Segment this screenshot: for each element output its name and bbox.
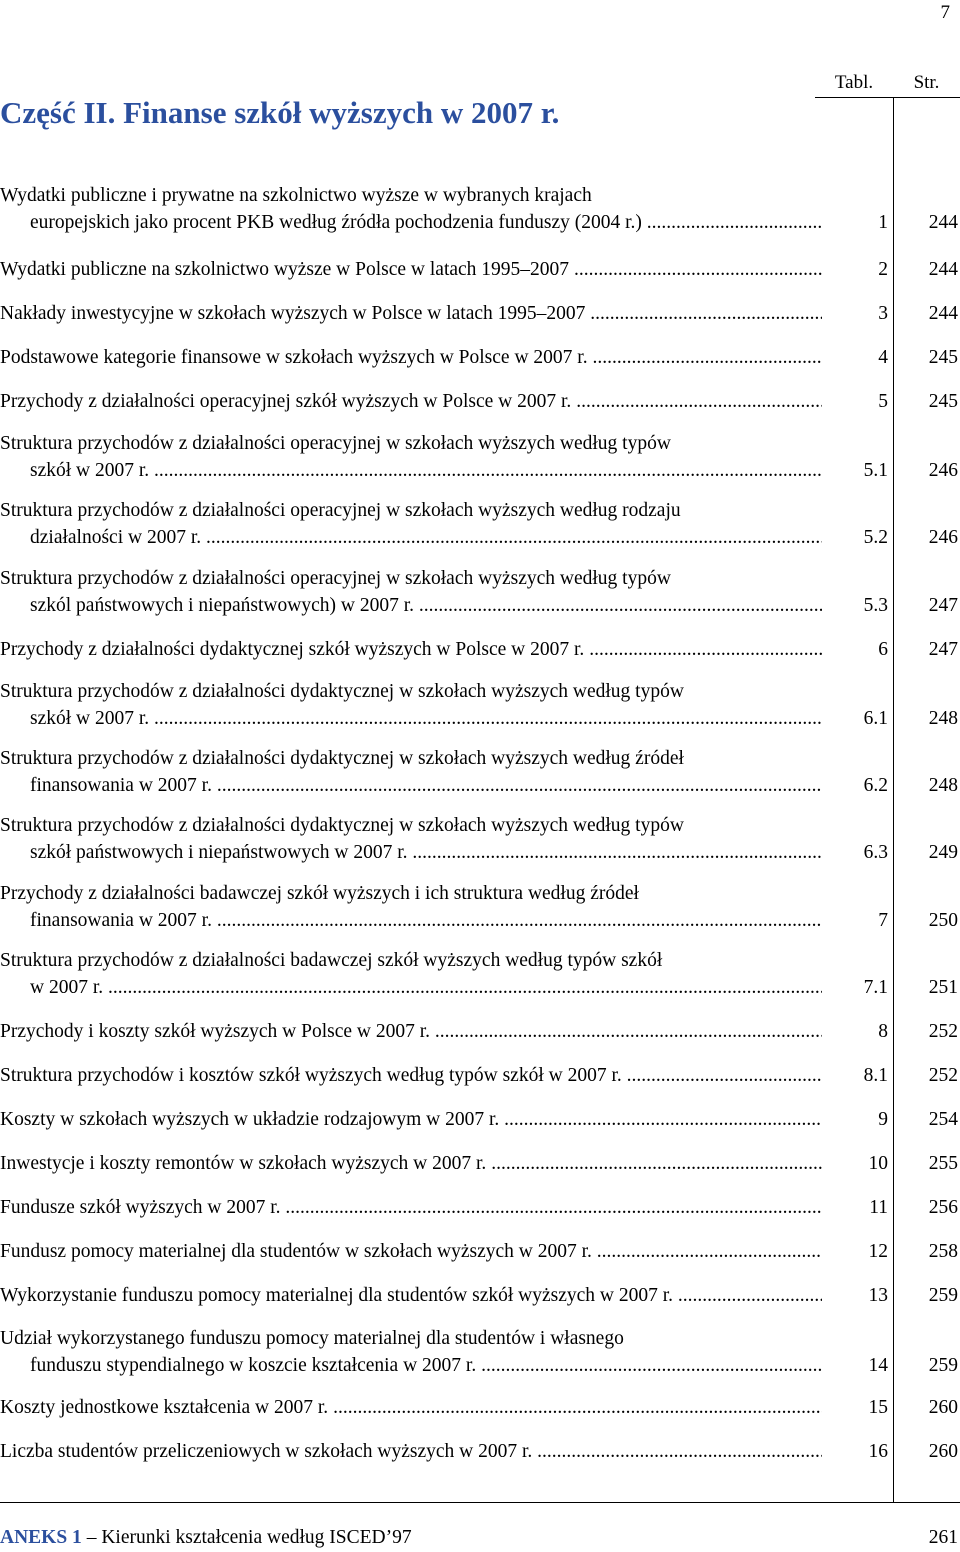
toc-entry-title-line: funduszu stypendialnego w koszcie kształcenia w 2007 r. ..... xyxy=(0,1352,822,1379)
toc-entry-page-number: 247 xyxy=(928,595,958,616)
toc-entry-page-number: 256 xyxy=(928,1197,958,1218)
toc-entry-table-number: 5.2 xyxy=(863,527,888,548)
toc-entry-table-number: 5.1 xyxy=(863,460,888,481)
toc-entry-page-number: 252 xyxy=(928,1065,958,1086)
toc-entry-table-number: 14 xyxy=(868,1355,888,1376)
toc-entry-table-number: 6.1 xyxy=(863,708,888,729)
toc-entry-title-line: europejskich jako procent PKB według źródła pochodzenia funduszy (2004 r.) ..... xyxy=(0,209,822,236)
toc-entry-title-line: Wydatki publiczne na szkolnictwo wyższe w Polsce w latach 1995–2007 ..... xyxy=(0,256,822,283)
toc-entry-title xyxy=(0,947,822,1001)
toc-entry-table-number: 12 xyxy=(868,1241,888,1262)
toc-entry-page-number: 251 xyxy=(928,977,958,998)
toc-entry-title-line: szkół w 2007 r. ..... xyxy=(0,457,822,484)
toc-entry-page-number: 258 xyxy=(928,1241,958,1262)
toc-entry-title xyxy=(0,344,822,371)
toc-entry-table-number: 6 xyxy=(878,639,888,660)
toc-entry-table-number: 13 xyxy=(868,1285,888,1306)
toc-entry-title-line: Koszty jednostkowe kształcenia w 2007 r. ..... xyxy=(0,1394,822,1421)
toc-entry-table-number: 8 xyxy=(878,1021,888,1042)
annex-entry[interactable] xyxy=(0,1524,960,1551)
toc-entry-page-number: 248 xyxy=(928,708,958,729)
toc-entry-page-number: 255 xyxy=(928,1153,958,1174)
toc-entry-table-number: 8.1 xyxy=(863,1065,888,1086)
toc-entry-page-number: 248 xyxy=(928,775,958,796)
toc-entry-table-number: 2 xyxy=(878,259,888,280)
toc-entry-title xyxy=(0,812,822,866)
toc-entry-title xyxy=(0,636,822,663)
annex-page-number: 261 xyxy=(928,1527,958,1548)
toc-entry-title xyxy=(0,1394,822,1421)
toc-entry-title xyxy=(0,430,822,484)
toc-entry-title-line: Przychody z działalności operacyjnej szkół wyższych w Polsce w 2007 r. ..... xyxy=(0,388,822,415)
toc-entry-page-number: 259 xyxy=(928,1285,958,1306)
column-headers xyxy=(815,72,960,98)
toc-entry-title xyxy=(0,1238,822,1265)
toc-entry-title-line: Wydatki publiczne i prywatne na szkolnictwo wyższe w wybranych krajach xyxy=(0,185,592,206)
toc-entry-title-line: szkół państwowych i niepaństwowych w 2007 r. ..... xyxy=(0,839,822,866)
toc-entry-title xyxy=(0,497,822,551)
column-header-str: Str. xyxy=(913,72,940,93)
annex-dash: – xyxy=(86,1527,97,1548)
toc-entry-title-line: Udział wykorzystanego funduszu pomocy materialnej dla studentów i własnego xyxy=(0,1328,624,1349)
toc-entry-table-number: 4 xyxy=(878,347,888,368)
toc-entry-page-number: 260 xyxy=(928,1397,958,1418)
toc-entry-table-number: 5 xyxy=(878,391,888,412)
toc-entry-title xyxy=(0,1325,822,1379)
toc-entry-title-line: w 2007 r. ..... xyxy=(0,974,822,1001)
toc-entry-title-line: Koszty w szkołach wyższych w układzie rodzajowym w 2007 r. ..... xyxy=(0,1106,822,1133)
toc-entry-title-line: Inwestycje i koszty remontów w szkołach wyższych w 2007 r. ..... xyxy=(0,1150,822,1177)
toc-entry-title xyxy=(0,1062,822,1089)
toc-entry-title-line: Fundusze szkół wyższych w 2007 r. ..... xyxy=(0,1194,822,1221)
toc-entry-title xyxy=(0,256,822,283)
toc-entry-page-number: 246 xyxy=(928,527,958,548)
header-rule xyxy=(815,97,960,98)
annex-rule xyxy=(0,1502,960,1503)
toc-entry-page-number: 245 xyxy=(928,347,958,368)
toc-entry-page-number: 259 xyxy=(928,1355,958,1376)
toc-entry-page-number: 246 xyxy=(928,460,958,481)
toc-entry-title-line: Struktura przychodów z działalności dydaktycznej w szkołach wyższych według źródeł xyxy=(0,748,684,769)
toc-entry-table-number: 1 xyxy=(878,212,888,233)
toc-entry-title-line: Fundusz pomocy materialnej dla studentów w szkołach wyższych w 2007 r. ..... xyxy=(0,1238,822,1265)
toc-entry-page-number: 244 xyxy=(928,212,958,233)
toc-entry-title-line: Struktura przychodów z działalności operacyjnej w szkołach wyższych według typów xyxy=(0,433,671,454)
toc-entry-title-line: Nakłady inwestycyjne w szkołach wyższych w Polsce w latach 1995–2007 ..... xyxy=(0,300,822,327)
toc-entry-title xyxy=(0,880,822,934)
toc-entry-title-line: szkól państwowych i niepaństwowych) w 2007 r. ..... xyxy=(0,592,822,619)
toc-entry-title-line: Przychody z działalności dydaktycznej szkół wyższych w Polsce w 2007 r. ..... xyxy=(0,636,822,663)
toc-entry-title xyxy=(0,1106,822,1133)
toc-entry-table-number: 6.2 xyxy=(863,775,888,796)
toc-entry-title-line: Struktura przychodów z działalności dydaktycznej w szkołach wyższych według typów xyxy=(0,681,684,702)
toc-entry-title-line: Wykorzystanie funduszu pomocy materialnej dla studentów szkół wyższych w 2007 r. ..... xyxy=(0,1282,822,1309)
toc-entry-table-number: 11 xyxy=(869,1197,888,1218)
toc-entry-title xyxy=(0,1438,822,1465)
toc-entry-table-number: 9 xyxy=(878,1109,888,1130)
toc-entry-page-number: 260 xyxy=(928,1441,958,1462)
toc-entry-title xyxy=(0,388,822,415)
toc-entry-page-number: 249 xyxy=(928,842,958,863)
toc-entry-table-number: 7 xyxy=(878,910,888,931)
toc-entry-table-number: 6.3 xyxy=(863,842,888,863)
toc-entry-page-number: 247 xyxy=(928,639,958,660)
toc-entry-title-line: finansowania w 2007 r. ..... xyxy=(0,772,822,799)
toc-entry-title-line: Struktura przychodów z działalności operacyjnej w szkołach wyższych według typów xyxy=(0,568,671,589)
toc-entry-title-line: Struktura przychodów z działalności operacyjnej w szkołach wyższych według rodzaju xyxy=(0,500,681,521)
toc-entry-page-number: 244 xyxy=(928,303,958,324)
toc-entry-table-number: 10 xyxy=(868,1153,888,1174)
page-number: 7 xyxy=(940,2,950,23)
column-header-tabl: Tabl. xyxy=(834,72,874,93)
annex-title: Kierunki kształcenia według ISCED’97 xyxy=(101,1527,412,1548)
toc-entry-title-line: finansowania w 2007 r. ..... xyxy=(0,907,822,934)
toc-entry-title xyxy=(0,745,822,799)
toc-entry-title-line: działalności w 2007 r. ..... xyxy=(0,524,822,551)
toc-entry-page-number: 245 xyxy=(928,391,958,412)
toc-entry-title-line: Przychody i koszty szkół wyższych w Polsce w 2007 r. ..... xyxy=(0,1018,822,1045)
toc-entry-page-number: 254 xyxy=(928,1109,958,1130)
toc-entry-page-number: 250 xyxy=(928,910,958,931)
toc-entry-table-number: 3 xyxy=(878,303,888,324)
part-title: Część II. Finanse szkół wyższych w 2007 r. xyxy=(0,95,560,130)
toc-entry-title-line: Podstawowe kategorie finansowe w szkołach wyższych w Polsce w 2007 r. ..... xyxy=(0,344,822,371)
toc-entry-title xyxy=(0,1018,822,1045)
toc-entry-title xyxy=(0,1282,822,1309)
toc-entry-title-line: szkół w 2007 r. ..... xyxy=(0,705,822,732)
toc-entry-table-number: 7.1 xyxy=(863,977,888,998)
toc-entry-table-number: 15 xyxy=(868,1397,888,1418)
toc-entry-title xyxy=(0,1194,822,1221)
toc-entry-title xyxy=(0,565,822,619)
toc-entry-title xyxy=(0,300,822,327)
toc-entry-title-line: Struktura przychodów z działalności badawczej szkół wyższych według typów szkół xyxy=(0,950,663,971)
toc-entry-title-line: Przychody z działalności badawczej szkół wyższych i ich struktura według źródeł xyxy=(0,883,639,904)
annex-label: ANEKS 1 xyxy=(0,1527,82,1548)
toc-entry-page-number: 252 xyxy=(928,1021,958,1042)
toc-entry-title-line: Struktura przychodów z działalności dydaktycznej w szkołach wyższych według typów xyxy=(0,815,684,836)
column-divider xyxy=(893,98,894,1502)
toc-entry-title xyxy=(0,182,822,236)
toc-entry-page-number: 244 xyxy=(928,259,958,280)
toc-entry-title xyxy=(0,678,822,732)
toc-entry-title xyxy=(0,1150,822,1177)
toc-entry-title-line: Struktura przychodów i kosztów szkół wyższych według typów szkół w 2007 r. ..... xyxy=(0,1062,822,1089)
toc-entry-table-number: 5.3 xyxy=(863,595,888,616)
toc-entry-title-line: Liczba studentów przeliczeniowych w szkołach wyższych w 2007 r. ..... xyxy=(0,1438,822,1465)
toc-entry-table-number: 16 xyxy=(868,1441,888,1462)
